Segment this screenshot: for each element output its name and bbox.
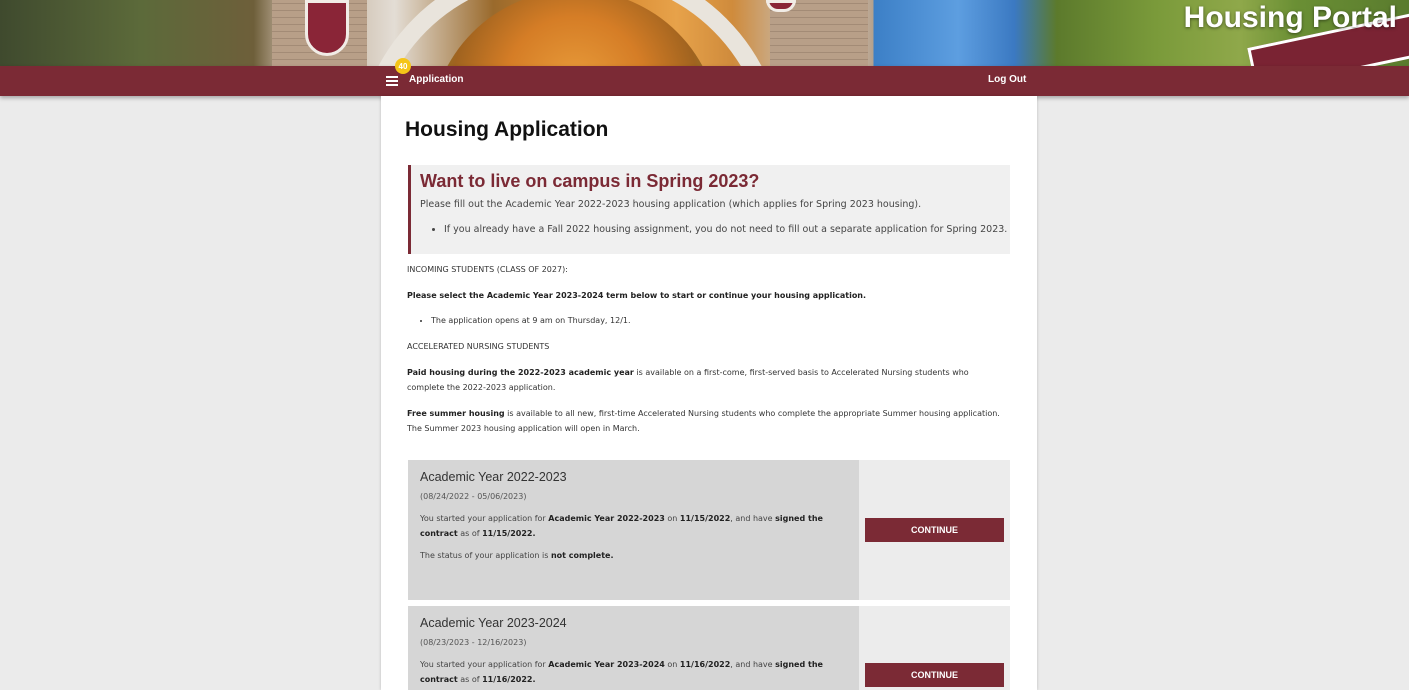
desc-text: as of xyxy=(457,675,483,684)
term-status xyxy=(420,551,847,560)
desc-text: , and have xyxy=(730,660,776,669)
incoming-bullet: The application opens at 9 am on Thursday, 12/1. xyxy=(431,316,631,325)
hamburger-icon xyxy=(386,76,398,86)
banner-shield-left xyxy=(305,0,349,56)
desc-date: 11/16/2022. xyxy=(482,675,536,684)
desc-text: on xyxy=(664,660,680,669)
logout-link[interactable]: Log Out xyxy=(988,74,1027,85)
incoming-instruction xyxy=(407,288,1007,303)
nursing-heading: ACCELERATED NURSING STUDENTS xyxy=(407,342,550,351)
menu-button[interactable] xyxy=(385,74,399,88)
term-info xyxy=(408,606,859,690)
desc-text: , and have xyxy=(730,514,776,523)
desc-date: 11/16/2022 xyxy=(679,660,731,669)
banner-arch xyxy=(355,0,785,66)
desc-signed: signed the contract xyxy=(420,514,823,538)
main-content xyxy=(381,96,1037,690)
incoming-heading: INCOMING STUDENTS (CLASS OF 2027): xyxy=(407,265,568,274)
desc-term: Academic Year 2022-2023 xyxy=(548,514,665,523)
paid-housing-rest: is available on a first-come, first-served basis to Accelerated Nursing students who complete the 2022-2023 application. xyxy=(407,368,969,392)
term-card xyxy=(408,606,1010,690)
desc-text: You started your application for xyxy=(420,514,549,523)
term-info xyxy=(408,460,859,600)
summer-housing-bold: Free summer housing xyxy=(407,409,505,418)
page-title: Housing Application xyxy=(405,118,609,141)
notice-title: Want to live on campus in Spring 2023? xyxy=(420,171,760,191)
continue-button[interactable]: CONTINUE xyxy=(865,518,1004,542)
term-card xyxy=(408,460,1010,600)
term-description xyxy=(420,511,847,541)
notice-bullet: If you already have a Fall 2022 housing assignment, you do not need to fill out a separate application for Spring 2023. xyxy=(444,224,1008,235)
spring-notice xyxy=(408,165,1010,254)
desc-signed: signed the contract xyxy=(420,660,823,684)
continue-button[interactable]: CONTINUE xyxy=(865,663,1004,687)
status-prefix: The status of your application is xyxy=(420,551,551,560)
incoming-bullet-wrap xyxy=(407,313,1007,328)
header-banner xyxy=(0,0,1409,66)
notification-badge: 40 xyxy=(395,58,411,74)
desc-term: Academic Year 2023-2024 xyxy=(548,660,665,669)
summer-housing-text xyxy=(407,406,1007,436)
desc-date: 11/15/2022 xyxy=(679,514,731,523)
portal-title: Housing Portal xyxy=(1183,1,1397,34)
paid-housing-text xyxy=(407,365,1007,395)
desc-date: 11/15/2022. xyxy=(482,529,536,538)
status-value: not complete. xyxy=(550,551,614,560)
desc-text: on xyxy=(664,514,680,523)
term-dates: (08/23/2023 - 12/16/2023) xyxy=(420,638,527,647)
term-dates: (08/24/2022 - 05/06/2023) xyxy=(420,492,527,501)
incoming-instruction-text: Please select the Academic Year 2023-2024 term below to start or continue your housing application. xyxy=(407,291,867,300)
nav-application-link[interactable]: Application xyxy=(409,74,464,85)
desc-text: as of xyxy=(457,529,483,538)
summer-housing-rest: is available to all new, first-time Accelerated Nursing students who complete the appropriate Summer housing application. The Summer 2023 housing application will open in March. xyxy=(407,409,1000,433)
term-description xyxy=(420,657,847,687)
term-name: Academic Year 2023-2024 xyxy=(420,616,567,630)
paid-housing-bold: Paid housing during the 2022-2023 academic year xyxy=(407,368,634,377)
term-name: Academic Year 2022-2023 xyxy=(420,470,567,484)
nav-bar xyxy=(0,61,1409,96)
desc-text: You started your application for xyxy=(420,660,549,669)
notice-text: Please fill out the Academic Year 2022-2023 housing application (which applies for Spring 2023 housing). xyxy=(420,199,922,210)
